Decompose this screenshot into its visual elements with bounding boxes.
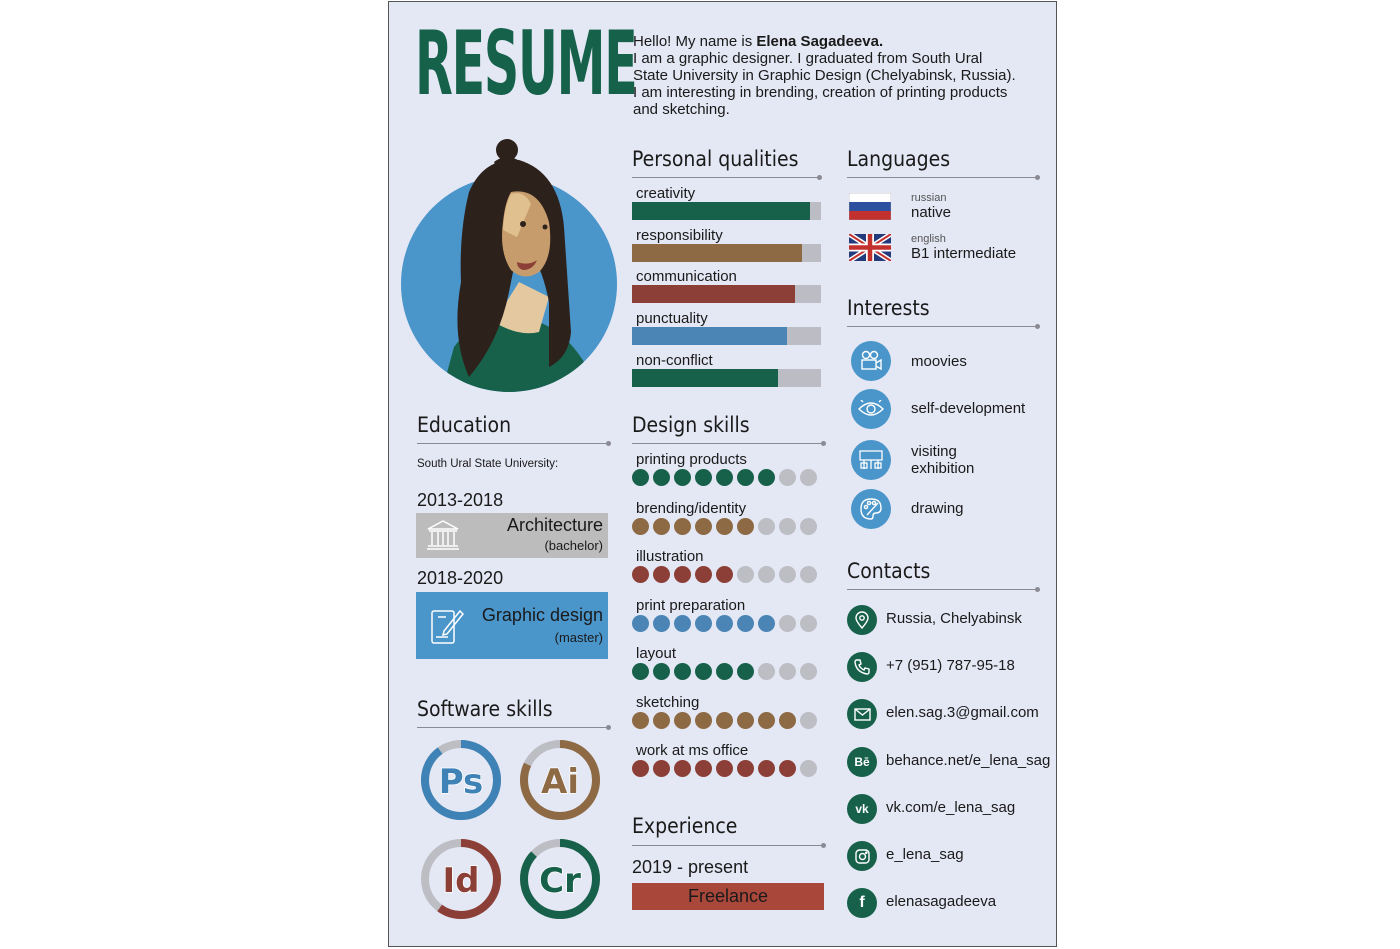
section-divider (847, 589, 1037, 590)
quality-bar (632, 369, 821, 387)
rating-dot-filled (632, 712, 649, 729)
rating-dot-filled (716, 663, 733, 680)
design-skill-row (632, 645, 817, 680)
rating-dot-filled (695, 615, 712, 632)
rating-dot-filled (653, 518, 670, 535)
intro-line: State University in Graphic Design (Chelyabinsk, Russia). (633, 67, 1016, 84)
education-entry-architecture (416, 513, 608, 558)
rating-dot-filled (716, 469, 733, 486)
university-name: South Ural State University: (417, 458, 559, 470)
rating-dot-empty (779, 663, 796, 680)
rating-dot-filled (674, 663, 691, 680)
rating-dot-filled (674, 518, 691, 535)
rating-dot-empty (800, 760, 817, 777)
rating-dot-empty (779, 518, 796, 535)
skill-rating (632, 615, 817, 632)
quality-row (632, 227, 821, 262)
skill-rating (632, 760, 817, 777)
design-skill-label: print preparation (636, 596, 746, 614)
resume-title: RESUME (415, 12, 637, 115)
software-skill-label: Ps (438, 762, 484, 802)
rating-dot-filled (737, 469, 754, 486)
interest-label: self-development (911, 400, 1026, 417)
rating-dot-filled (674, 566, 691, 583)
rating-dot-filled (695, 469, 712, 486)
rating-dot-filled (695, 760, 712, 777)
contact-email[interactable]: elen.sag.3@gmail.com (886, 704, 1039, 721)
quality-label: responsibility (636, 226, 723, 244)
quality-label: creativity (636, 185, 696, 202)
personal-qualities-title: Personal qualities (632, 147, 799, 171)
facebook-icon: f (847, 888, 877, 918)
rating-dot-filled (653, 760, 670, 777)
software-skill-ai-icon (518, 738, 602, 822)
design-skill-label: brending/identity (636, 499, 747, 517)
education-title: Education (417, 413, 512, 437)
design-skill-row (632, 742, 817, 777)
education-field: Architecture (506, 515, 603, 535)
language-level: native (911, 204, 952, 221)
rating-dot-filled (716, 615, 733, 632)
rating-dot-empty (779, 615, 796, 632)
quality-label: non-conflict (636, 351, 713, 369)
rating-dot-filled (632, 663, 649, 680)
design-skill-row (632, 500, 817, 535)
rating-dot-filled (632, 518, 649, 535)
rating-dot-filled (758, 760, 775, 777)
interest-label-line: visiting (911, 443, 957, 460)
quality-row (632, 268, 821, 303)
intro-line: I am interesting in brending, creation of printing products (633, 84, 1008, 101)
rating-dot-filled (716, 712, 733, 729)
rating-dot-filled (632, 760, 649, 777)
design-skill-row (632, 451, 817, 486)
skill-rating (632, 566, 817, 583)
education-entry-graphic-design (416, 592, 608, 659)
rating-dot-filled (653, 712, 670, 729)
uk-flag-icon (849, 234, 891, 266)
section-divider (417, 443, 608, 444)
section-divider (632, 177, 819, 178)
quality-bar-fill (632, 202, 810, 220)
contact-instagram[interactable]: e_lena_sag (886, 846, 964, 863)
software-skills-title: Software skills (417, 697, 553, 721)
language-level: B1 intermediate (911, 245, 1017, 262)
gallery-icon (851, 440, 891, 480)
quality-row (632, 352, 821, 387)
rating-dot-filled (779, 712, 796, 729)
design-skill-label: sketching (636, 693, 700, 711)
instagram-icon (847, 841, 877, 871)
rating-dot-filled (737, 518, 754, 535)
education-field: Graphic design (481, 605, 603, 625)
email-icon (847, 699, 877, 729)
software-skill-id-icon (419, 837, 503, 921)
design-skill-label: printing products (636, 451, 747, 468)
rating-dot-filled (758, 469, 775, 486)
rating-dot-empty (737, 566, 754, 583)
design-skill-row (632, 597, 817, 632)
resume-sheet (388, 1, 1057, 947)
interest-label: drawing (911, 500, 964, 517)
languages-title: Languages (847, 147, 951, 171)
section-divider (417, 727, 608, 728)
language-name: russian (911, 192, 947, 204)
rating-dot-empty (800, 566, 817, 583)
portrait-illustration (399, 132, 621, 397)
experience-title: Experience (632, 814, 738, 838)
section-divider (847, 326, 1037, 327)
education-years: 2013-2018 (417, 490, 504, 510)
russia-flag-icon (849, 193, 891, 225)
quality-bar-fill (632, 327, 787, 345)
rating-dot-filled (695, 518, 712, 535)
skill-rating (632, 469, 817, 486)
software-skill-label: Id (442, 861, 480, 901)
rating-dot-filled (716, 566, 733, 583)
rating-dot-filled (695, 663, 712, 680)
intro-text (633, 33, 1043, 118)
rating-dot-filled (695, 712, 712, 729)
contacts-title: Contacts (847, 559, 931, 583)
rating-dot-filled (758, 712, 775, 729)
rating-dot-empty (800, 663, 817, 680)
rating-dot-filled (632, 566, 649, 583)
tablet-pen-icon (430, 607, 464, 645)
rating-dot-empty (758, 518, 775, 535)
contact-vk[interactable]: vk.com/e_lena_sag (886, 799, 1016, 816)
section-divider (847, 177, 1037, 178)
intro-prefix: Hello! My name is (633, 33, 757, 50)
section-divider (632, 845, 823, 846)
rating-dot-empty (758, 566, 775, 583)
quality-bar-fill (632, 285, 795, 303)
quality-bar (632, 244, 821, 262)
rating-dot-filled (716, 760, 733, 777)
rating-dot-empty (800, 469, 817, 486)
quality-bar (632, 202, 821, 220)
quality-bar-fill (632, 244, 802, 262)
design-skill-label: layout (636, 645, 677, 662)
location-icon (847, 605, 877, 635)
quality-row (632, 185, 821, 220)
rating-dot-filled (779, 760, 796, 777)
software-skill-cr-icon (518, 837, 602, 921)
museum-icon (426, 519, 460, 551)
contact-phone[interactable]: +7 (951) 787-95-18 (886, 657, 1015, 674)
intro-line: and sketching. (633, 101, 730, 118)
rating-dot-filled (632, 469, 649, 486)
rating-dot-empty (758, 663, 775, 680)
rating-dot-filled (632, 615, 649, 632)
skill-rating (632, 518, 817, 535)
rating-dot-empty (779, 566, 796, 583)
vk-icon: vk (847, 794, 877, 824)
interests-title: Interests (847, 296, 930, 320)
education-years: 2018-2020 (417, 568, 504, 588)
skill-rating (632, 663, 817, 680)
rating-dot-filled (653, 615, 670, 632)
interest-label-line: exhibition (911, 460, 975, 477)
rating-dot-filled (653, 469, 670, 486)
interest-label (911, 443, 974, 477)
rating-dot-filled (737, 663, 754, 680)
design-skill-label: illustration (636, 548, 704, 565)
contact-facebook[interactable]: elenasagadeeva (886, 893, 997, 910)
experience-role: Freelance (632, 883, 824, 910)
design-skill-row (632, 694, 817, 729)
quality-label: communication (636, 268, 737, 286)
skill-rating (632, 712, 817, 729)
section-divider (632, 443, 823, 444)
rating-dot-filled (674, 615, 691, 632)
phone-icon (847, 652, 877, 682)
software-skill-ps-icon (419, 738, 503, 822)
camera-icon (851, 341, 891, 381)
contact-location: Russia, Chelyabinsk (886, 610, 1022, 627)
experience-period: 2019 - present (632, 857, 749, 877)
quality-bar (632, 285, 821, 303)
rating-dot-empty (779, 469, 796, 486)
palette-icon (851, 489, 891, 529)
contact-behance[interactable]: behance.net/e_lena_sag (886, 752, 1051, 769)
rating-dot-filled (737, 712, 754, 729)
software-skill-label: Cr (539, 861, 581, 901)
intro-line: I am a graphic designer. I graduated from South Ural (633, 50, 983, 67)
education-degree: (master) (554, 630, 603, 645)
quality-row (632, 310, 821, 345)
software-skill-label: Ai (541, 762, 579, 802)
rating-dot-filled (737, 615, 754, 632)
rating-dot-empty (800, 615, 817, 632)
rating-dot-filled (758, 615, 775, 632)
rating-dot-filled (716, 518, 733, 535)
software-skills-grid (419, 738, 609, 928)
rating-dot-filled (674, 712, 691, 729)
interest-label: moovies (911, 353, 967, 370)
quality-label: punctuality (636, 310, 708, 328)
design-skills-title: Design skills (632, 413, 750, 437)
rating-dot-filled (674, 469, 691, 486)
person-name: Elena Sagadeeva. (756, 33, 884, 50)
rating-dot-empty (800, 518, 817, 535)
rating-dot-empty (800, 712, 817, 729)
design-skill-row (632, 548, 817, 583)
rating-dot-filled (674, 760, 691, 777)
rating-dot-filled (737, 760, 754, 777)
rating-dot-filled (653, 663, 670, 680)
quality-bar-fill (632, 369, 778, 387)
rating-dot-filled (653, 566, 670, 583)
education-degree: (bachelor) (544, 538, 603, 553)
eye-icon (851, 389, 891, 429)
rating-dot-filled (695, 566, 712, 583)
design-skill-label: work at ms office (636, 742, 749, 759)
quality-bar (632, 327, 821, 345)
behance-icon: Bē (847, 747, 877, 777)
language-name: english (911, 233, 946, 245)
